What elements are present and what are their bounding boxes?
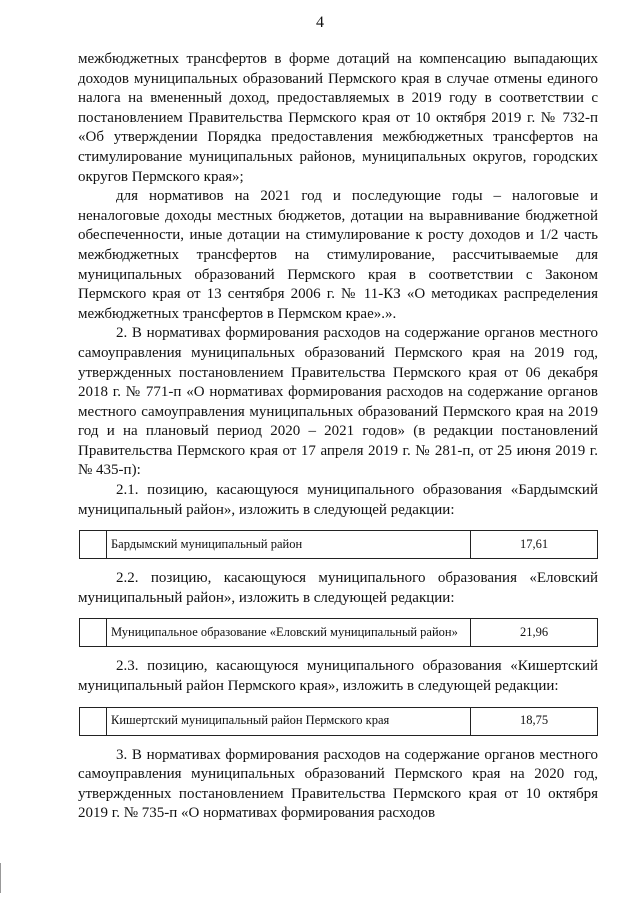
paragraph-continuation: межбюджетных трансфертов в форме дотаций на компенсацию выпадающих доходов муниципальных образований Пермского края в случае отмены единого налога на вмененный доход, предоставляемых в 2019 году в соответствии с постановлением Правительства Пермского края от 10 октября 2019 г. № 732-п «Об утверждении Порядка предоставления межбюджетных трансфертов на стимулирование муниципальных районов, муниципальных округов, городских округов Пермского края»; xyxy=(78,51,598,185)
scan-edge-mark xyxy=(0,863,5,893)
table-bardym xyxy=(79,530,598,559)
table-cell-value: 17,61 xyxy=(471,531,598,559)
paragraph-item-2-1: 2.1. позицию, касающуюся муниципального образования «Бардымский муниципальный район», изложить в следующей редакции: xyxy=(78,482,598,518)
table-cell-name: Муниципальное образование «Еловский муниципальный район» xyxy=(107,619,471,647)
table-row xyxy=(80,707,598,735)
table-cell-name: Бардымский муниципальный район xyxy=(107,531,471,559)
paragraph-norms-2021: для нормативов на 2021 год и последующие годы – налоговые и неналоговые доходы местных бюджетов, дотации на выравнивание бюджетной обеспеченности, иные дотации на стимулирование к росту доходов и 1/2 часть межбюджетных трансфертов на стимулирование, рассчитываемые для муниципальных образований Пермского края в соответствии с Законом Пермского края от 13 сентября 2006 г. № 11-КЗ «О методиках распределения межбюджетных трансфертов в Пермском крае».». xyxy=(78,188,598,322)
table-row xyxy=(80,619,598,647)
paragraph-item-3: 3. В нормативах формирования расходов на содержание органов местного самоуправления муниципальных образований Пермского края на 2020 год, утвержденных постановлением Правительства Пермского края от 10 октября 2019 г. № 735-п «О нормативах формирования расходов xyxy=(78,746,598,822)
table-cell-number xyxy=(80,619,107,647)
table-cell-number xyxy=(80,531,107,559)
table-cell-value: 18,75 xyxy=(471,707,598,735)
table-row xyxy=(80,531,598,559)
document-body xyxy=(78,50,598,824)
paragraph-item-2-3: 2.3. позицию, касающуюся муниципального образования «Кишертский муниципальный район Пермского края», изложить в следующей редакции: xyxy=(78,658,598,695)
table-cell-value: 21,96 xyxy=(471,619,598,647)
page-number: 4 xyxy=(316,14,324,31)
paragraph-item-2-2: 2.2. позицию, касающуюся муниципального образования «Еловский муниципальный район», изложить в следующей редакции: xyxy=(78,570,598,606)
table-kishert xyxy=(79,707,598,736)
table-cell-number xyxy=(80,707,107,735)
table-cell-name: Кишертский муниципальный район Пермского края xyxy=(107,707,471,735)
table-elovo xyxy=(79,618,598,647)
paragraph-item-2: 2. В нормативах формирования расходов на содержание органов местного самоуправления муниципальных образований Пермского края на 2019 год, утвержденных постановлением Правительства Пермского края от 06 декабря 2018 г. № 771-п «О нормативах формирования расходов на содержание органов местного самоуправления муниципальных образований Пермского края на 2019 год и на плановый период 2020 – 2021 годов» (в редакции постановлений Правительства Пермского края от 17 апреля 2019 г. № 281-п, от 25 июня 2019 г. № 435-п): xyxy=(78,325,598,479)
